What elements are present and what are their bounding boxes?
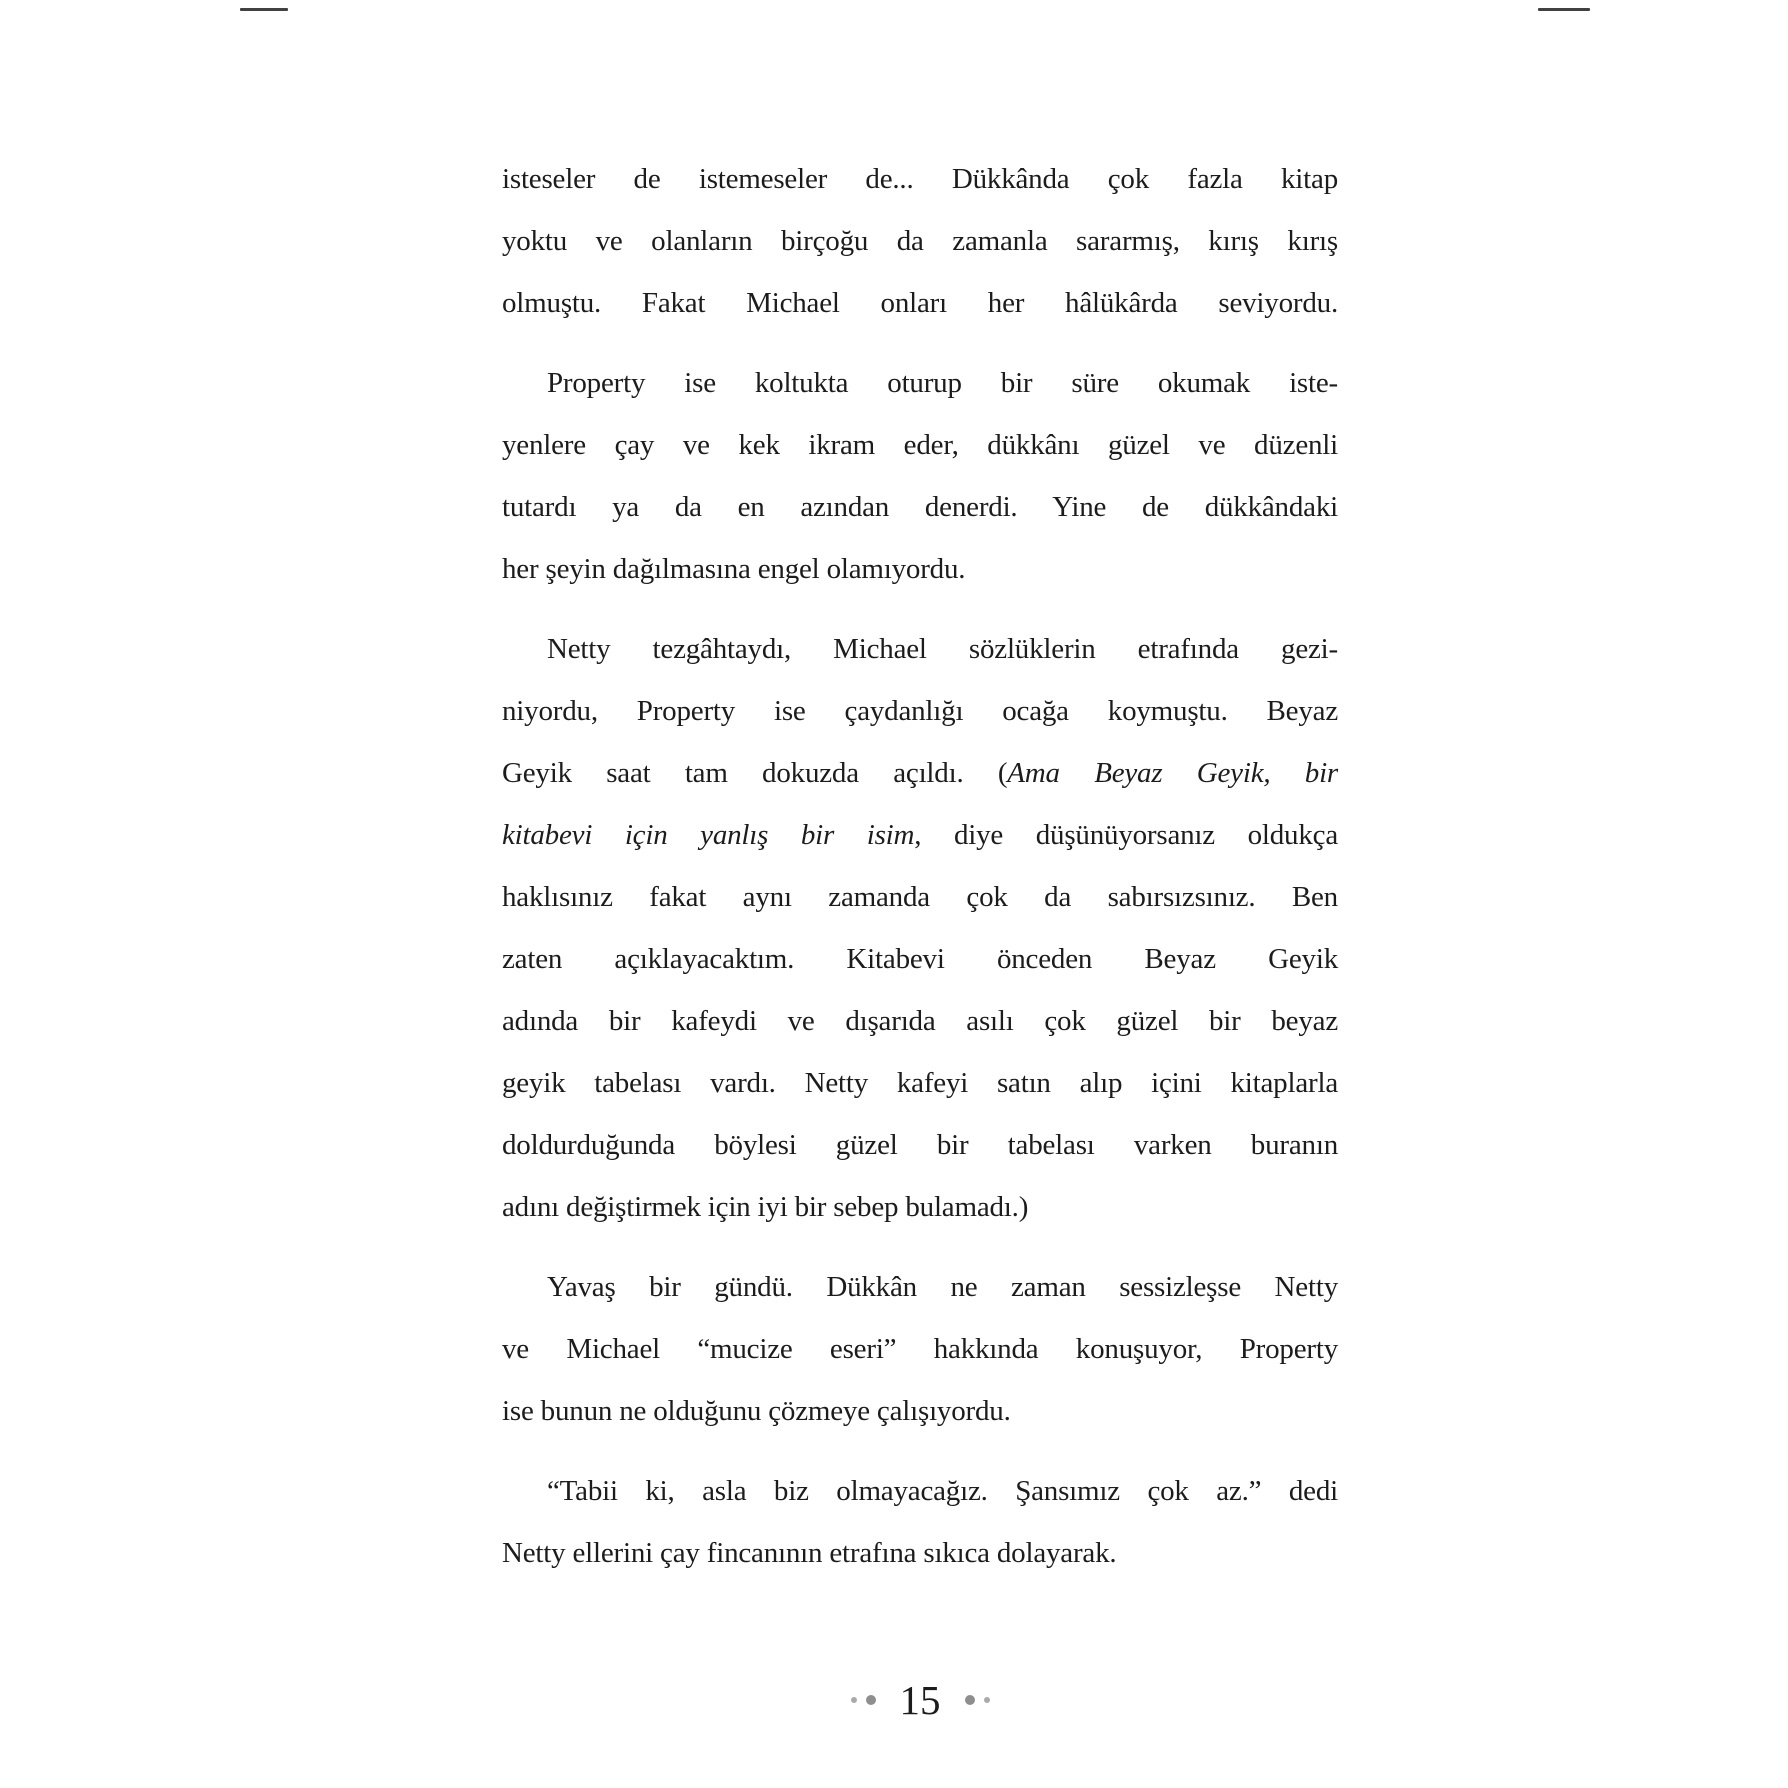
text-segment: doldurduğunda böylesi güzel bir tabelası varken buranın [502,1129,1338,1161]
text-segment: Netty ellerini çay fincanının etrafına sıkıca dolayarak. [502,1537,1117,1569]
paragraph [502,148,1338,334]
text-line [502,352,1338,414]
text-segment: haklısınız fakat aynı zamanda çok da sabırsızsınız. Ben [502,881,1338,913]
text-segment: , diye düşünüyorsanız oldukça [914,819,1338,851]
ornament-dot-right-small [984,1697,990,1703]
text-line [502,1256,1338,1318]
ornament-dot-left-large [866,1695,876,1705]
text-segment: adını değiştirmek için iyi bir sebep bulamadı.) [502,1191,1029,1223]
text-line [502,1114,1338,1176]
paragraph [502,618,1338,1238]
text-segment: zaten açıklayacaktım. Kitabevi önceden Beyaz Geyik [502,943,1338,975]
page-number: 15 [899,1676,941,1723]
ornament-dot-right-large [965,1695,975,1705]
text-segment: yenlere çay ve kek ikram eder, dükkânı güzel ve düzenli [502,429,1338,461]
text-segment: olmuştu. Fakat Michael onları her hâlükârda seviyordu. [502,287,1338,319]
text-segment: yoktu ve olanların birçoğu da zamanla sararmış, kırış kırış [502,225,1338,257]
text-line [502,680,1338,742]
text-line [502,1318,1338,1380]
text-line [502,272,1338,334]
text-segment: tutardı ya da en azından denerdi. Yine de dükkândaki [502,491,1338,523]
ornament-dot-left-small [851,1697,857,1703]
page-footer [502,1664,1338,1736]
page-text [502,148,1338,1602]
text-line [502,148,1338,210]
text-line [502,1380,1338,1442]
text-line [502,538,1338,600]
text-line [502,990,1338,1052]
text-segment: niyordu, Property ise çaydanlığı ocağa koymuştu. Beyaz [502,695,1338,727]
text-line [502,1052,1338,1114]
text-segment: Netty tezgâhtaydı, Michael sözlüklerin etrafında gezi- [547,633,1338,665]
text-segment: Geyik saat tam dokuzda açıldı. ( [502,757,1008,789]
text-segment-italic: Ama Beyaz Geyik, bir [1007,757,1339,789]
paragraph [502,1460,1338,1584]
text-line [502,414,1338,476]
text-segment: Property ise koltukta oturup bir süre okumak iste- [547,367,1338,399]
text-segment: ise bunun ne olduğunu çözmeye çalışıyordu. [502,1395,1011,1427]
text-line [502,1522,1338,1584]
text-segment: Yavaş bir gündü. Dükkân ne zaman sessizleşse Netty [547,1271,1338,1303]
text-segment: her şeyin dağılmasına engel olamıyordu. [502,553,966,585]
text-line [502,742,1338,804]
text-line [502,1460,1338,1522]
crop-mark-left [240,8,288,11]
text-line [502,804,1338,866]
paragraph [502,352,1338,600]
text-line [502,210,1338,272]
text-line [502,866,1338,928]
text-line [502,1176,1338,1238]
text-line [502,928,1338,990]
text-segment-italic: kitabevi için yanlış bir isim [502,819,915,851]
text-segment: isteseler de istemeseler de... Dükkânda çok fazla kitap [502,163,1338,195]
text-segment: adında bir kafeydi ve dışarıda asılı çok güzel bir beyaz [502,1005,1338,1037]
text-line [502,618,1338,680]
crop-mark-right [1538,8,1590,11]
text-segment: geyik tabelası vardı. Netty kafeyi satın alıp içini kitaplarla [502,1067,1338,1099]
text-segment: ve Michael “mucize eseri” hakkında konuşuyor, Property [502,1333,1338,1365]
text-line [502,476,1338,538]
text-segment: “Tabii ki, asla biz olmayacağız. Şansımız çok az.” dedi [547,1475,1338,1507]
paragraph [502,1256,1338,1442]
